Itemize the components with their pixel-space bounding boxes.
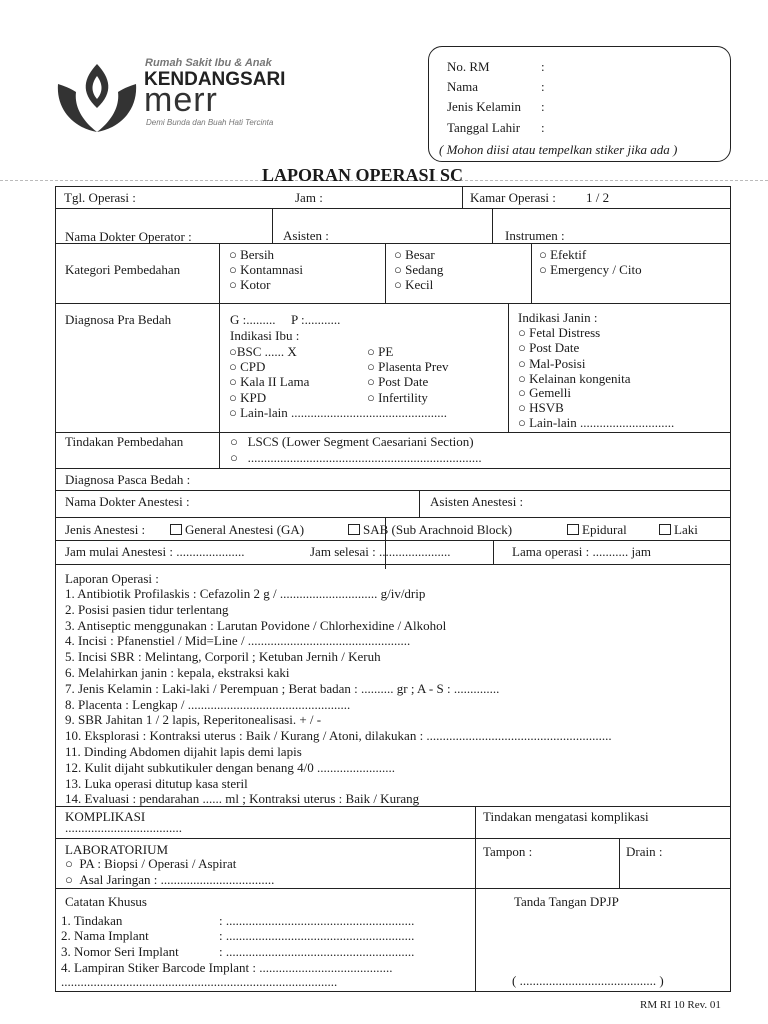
option-kotor: ○ Kotor <box>229 277 271 292</box>
logo-title: KENDANGSARI <box>144 69 286 90</box>
para-field: P :........... <box>291 312 341 327</box>
janin-option: ○ Post Date <box>518 340 580 355</box>
catatan-label: Catatan Khusus <box>65 894 147 909</box>
dokter-operator-label: Nama Dokter Operator : <box>65 229 192 244</box>
option-besar: ○ Besar <box>394 247 435 262</box>
laporan-item: 12. Kulit dijaht subkutikuler dengan benang 4/0 ........................ <box>65 759 396 775</box>
laporan-item: 14. Evaluasi : pendarahan ...... ml ; Kontraksi uterus : Baik / Kurang <box>65 791 420 807</box>
lama-operasi-field: Lama operasi : ........... jam <box>512 544 651 559</box>
komplikasi-dots: .................................... <box>65 820 182 835</box>
laporan-item: 11. Dinding Abdomen dijahit lapis demi lapis <box>65 744 302 759</box>
anestesi-option-laki[interactable]: Laki <box>659 522 698 537</box>
ibu-option: ○ PE <box>367 344 394 359</box>
anestesi-option-sab[interactable]: SAB (Sub Arachnoid Block) <box>348 522 512 537</box>
janin-option: ○ Mal-Posisi <box>518 356 586 371</box>
janin-option: ○ Lain-lain ............................. <box>518 415 675 430</box>
catatan-item: 3. Nomor Seri Implant <box>61 944 179 959</box>
ttd-dpjp-line: ( .......................................... ) <box>512 973 664 988</box>
jam-mulai-field: Jam mulai Anestesi : ..................... <box>65 544 245 559</box>
field-sep: : <box>541 120 545 135</box>
jam-label: Jam : <box>295 190 323 205</box>
janin-option: ○ Fetal Distress <box>518 325 601 340</box>
laporan-item: 5. Incisi SBR : Melintang, Corporil ; Ketuban Jernih / Keruh <box>65 649 381 665</box>
tindakan-label: Tindakan Pembedahan <box>65 434 184 449</box>
hospital-logo <box>54 62 140 136</box>
kategori-label: Kategori Pembedahan <box>65 262 181 277</box>
ibu-option: ○ Lain-lain ................................................ <box>229 405 448 420</box>
field-no-rm-label: No. RM <box>447 59 490 74</box>
asisten-anestesi-label: Asisten Anestesi : <box>430 494 524 509</box>
laporan-item: 4. Incisi : Pfanenstiel / Mid=Line / .................................................. <box>65 633 411 649</box>
option-efektif: ○ Efektif <box>539 247 587 262</box>
drain-label: Drain : <box>626 844 663 859</box>
option-sedang: ○ Sedang <box>394 262 444 277</box>
option-kecil: ○ Kecil <box>394 277 434 292</box>
instrumen-label: Instrumen : <box>505 228 565 243</box>
janin-option: ○ HSVB <box>518 400 564 415</box>
indikasi-janin-label: Indikasi Janin : <box>518 310 598 325</box>
field-sep: : <box>541 99 545 114</box>
ibu-option: ○ Post Date <box>367 374 429 389</box>
laporan-heading: Laporan Operasi : <box>65 571 159 586</box>
ibu-option: ○ KPD <box>229 390 267 405</box>
lab-option-pa: ○ PA : Biopsi / Operasi / Aspirat <box>65 856 237 871</box>
ibu-option: ○ Infertility <box>367 390 428 405</box>
komplikasi-label: KOMPLIKASI <box>65 809 146 824</box>
kamar-operasi-options: 1 / 2 <box>586 190 610 205</box>
indikasi-ibu-label: Indikasi Ibu : <box>230 328 300 343</box>
page-title: LAPORAN OPERASI SC <box>262 165 464 185</box>
tindakan-komplikasi-label: Tindakan mengatasi komplikasi <box>483 809 649 824</box>
field-sep: : <box>541 79 545 94</box>
laporan-item: 9. SBR Jahitan 1 / 2 lapis, Reperitonealisasi. + / - <box>65 712 322 728</box>
tampon-label: Tampon : <box>483 844 533 859</box>
catatan-item: 2. Nama Implant <box>61 928 149 943</box>
tindakan-option-other: ○ ........................................................................ <box>230 450 482 465</box>
option-kontamnasi: ○ Kontamnasi <box>229 262 303 277</box>
catatan-item: 4. Lampiran Stiker Barcode Implant : ......................................... <box>61 960 393 975</box>
field-sep: : <box>541 59 545 74</box>
laporan-item: 3. Antiseptic menggunakan : Larutan Povidone / Chlorhexidine / Alkohol <box>65 617 447 633</box>
laporan-item: 1. Antibiotik Profilaskis : Cefazolin 2 g / .............................. g/iv/drip <box>65 586 426 601</box>
patient-box-note: ( Mohon diisi atau tempelkan stiker jika ada ) <box>439 142 678 157</box>
checkbox[interactable] <box>348 524 360 535</box>
laporan-item: 10. Eksplorasi : Kontraksi uterus : Baik / Kurang / Atoni, dilakukan : ......................................................... <box>65 728 612 744</box>
ibu-option: ○ CPD <box>229 359 266 374</box>
gravida-field: G :......... <box>230 312 276 327</box>
logo-brand: merr <box>144 81 218 119</box>
ibu-option: ○ Kala II Lama <box>229 374 310 389</box>
janin-option: ○ Kelainan kongenita <box>518 371 631 386</box>
option-bersih: ○ Bersih <box>229 247 275 262</box>
anestesi-option-ga[interactable]: General Anestesi (GA) <box>170 522 304 537</box>
logo-subtitle: Rumah Sakit Ibu & Anak <box>145 57 272 69</box>
laporan-item: 2. Posisi pasien tidur terlentang <box>65 601 229 617</box>
field-jenis-kelamin-label: Jenis Kelamin <box>447 99 522 114</box>
pasca-bedah-label: Diagnosa Pasca Bedah : <box>65 472 191 487</box>
checkbox[interactable] <box>170 524 182 535</box>
tindakan-option-lscs: ○ LSCS (Lower Segment Caesariani Section) <box>230 434 474 449</box>
jam-selesai-field: Jam selesai : ...................... <box>310 544 451 559</box>
laporan-item: 13. Luka operasi ditutup kasa steril <box>65 775 248 791</box>
catatan-item-value: : .......................................................... <box>219 928 415 943</box>
ibu-option: ○BSC ...... X <box>229 344 297 359</box>
catatan-item: 1. Tindakan <box>61 913 123 928</box>
field-tanggal-lahir-label: Tanggal Lahir <box>447 120 521 135</box>
tgl-operasi-label: Tgl. Operasi : <box>64 190 136 205</box>
laporan-item: 8. Placenta : Lengkap / .................................................. <box>65 696 351 712</box>
janin-option: ○ Gemelli <box>518 385 571 400</box>
field-nama-label: Nama <box>447 79 479 94</box>
anestesi-option-epidural[interactable]: Epidural <box>567 522 627 537</box>
kamar-operasi-label: Kamar Operasi : <box>470 190 556 205</box>
logo-tagline: Demi Bunda dan Buah Hati Tercinta <box>146 118 274 127</box>
lab-label: LABORATORIUM <box>65 842 169 857</box>
form-code: RM RI 10 Rev. 01 <box>640 999 721 1011</box>
checkbox[interactable] <box>659 524 671 535</box>
asisten-label: Asisten : <box>283 228 329 243</box>
catatan-dots: ..................................................................................... <box>61 974 338 989</box>
laporan-item: 6. Melahirkan janin : kepala, ekstraksi kaki <box>65 665 290 680</box>
diagnosa-label: Diagnosa Pra Bedah <box>65 312 172 327</box>
jenis-anestesi-label: Jenis Anestesi : <box>65 522 146 537</box>
ttd-dpjp-label: Tanda Tangan DPJP <box>514 894 619 909</box>
ibu-option: ○ Plasenta Prev <box>367 359 449 374</box>
catatan-item-value: : .......................................................... <box>219 944 415 959</box>
option-emergency: ○ Emergency / Cito <box>539 262 642 277</box>
lab-option-asal: ○ Asal Jaringan : ................................... <box>65 872 275 887</box>
checkbox[interactable] <box>567 524 579 535</box>
laporan-item: 7. Jenis Kelamin : Laki-laki / Perempuan ; Berat badan : .......... gr ; A - S : .............. <box>65 680 500 696</box>
catatan-item-value: : .......................................................... <box>219 913 415 928</box>
dokter-anestesi-label: Nama Dokter Anestesi : <box>65 494 190 509</box>
